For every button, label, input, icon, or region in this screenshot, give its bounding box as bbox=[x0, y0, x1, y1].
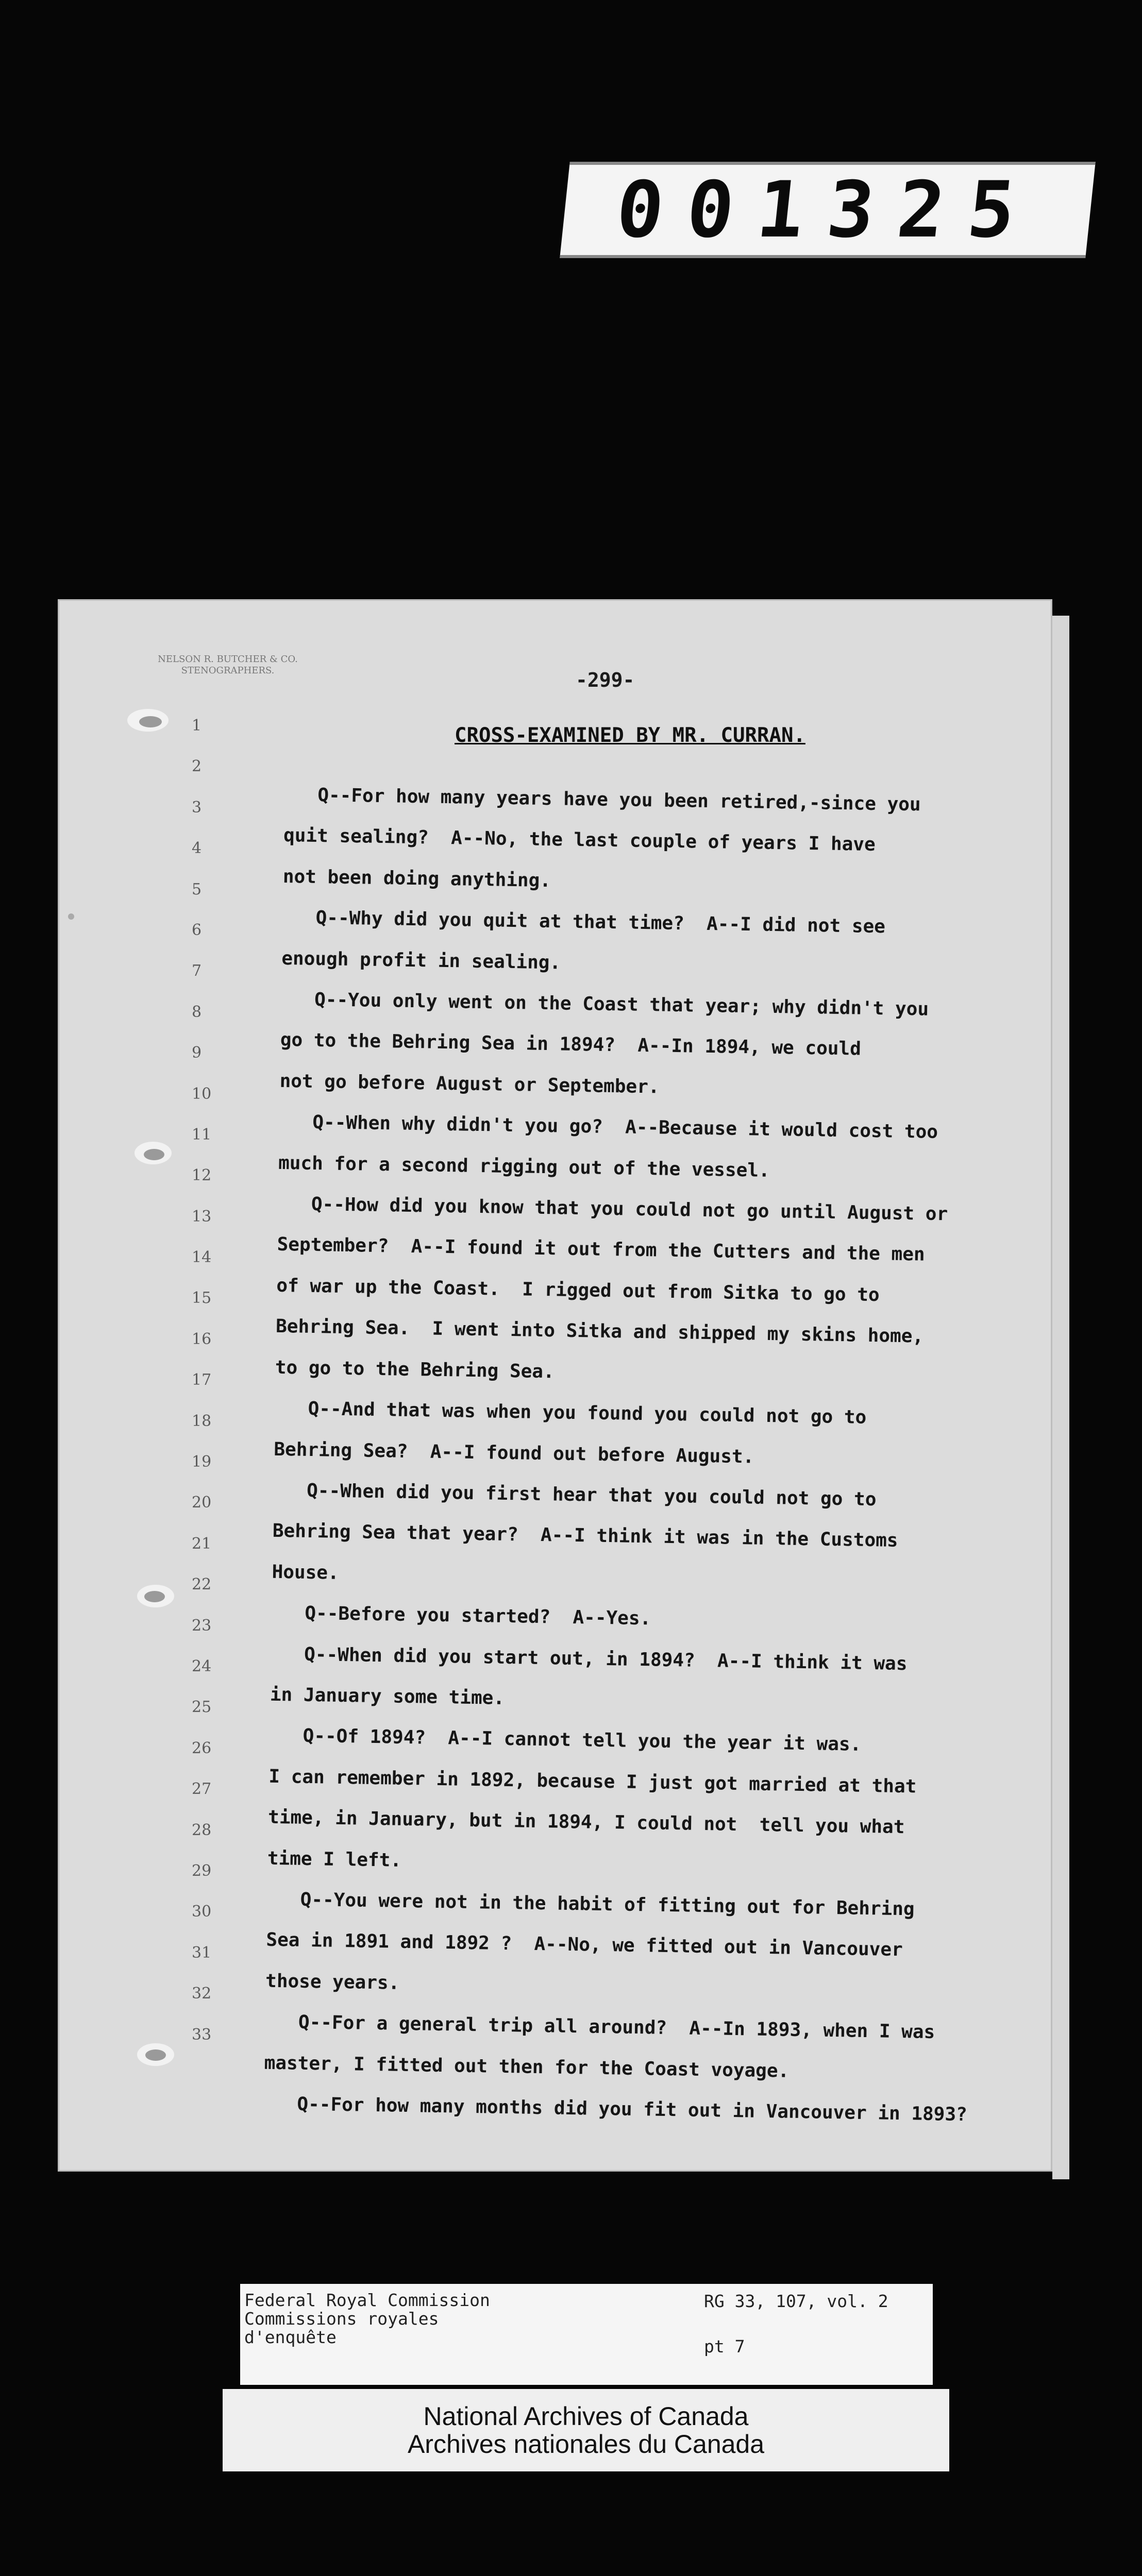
transcript-line: Sea in 1891 and 1892 ? A--No, we fitted out in Vancouver bbox=[266, 1929, 903, 1961]
line-number: 3 bbox=[192, 798, 202, 817]
transcript-line: Behring Sea. I went into Sitka and shipped my skins home, bbox=[275, 1316, 924, 1347]
line-number: 25 bbox=[192, 1698, 212, 1717]
line-number: 5 bbox=[192, 880, 202, 899]
transcript-line: Q--When did you first hear that you could not go to bbox=[273, 1479, 877, 1511]
line-number: 7 bbox=[192, 962, 202, 980]
letterhead-firm: NELSON R. BUTCHER & CO. bbox=[158, 654, 298, 665]
transcript-line: in January some time. bbox=[270, 1684, 505, 1709]
label-line: Commissions royales bbox=[244, 2309, 439, 2329]
line-number: 2 bbox=[192, 757, 202, 776]
transcript-body bbox=[263, 774, 1088, 2137]
archive-label bbox=[240, 2284, 933, 2385]
line-number: 20 bbox=[192, 1494, 212, 1512]
transcript-line: Q--When why didn't you go? A--Because it would cost too bbox=[279, 1111, 938, 1143]
punch-hole-icon bbox=[122, 702, 174, 738]
transcript-line: House. bbox=[272, 1561, 340, 1584]
punch-hole-icon bbox=[130, 1578, 181, 1614]
line-number: 11 bbox=[192, 1125, 212, 1144]
line-number-column bbox=[192, 705, 211, 2055]
line-number: 30 bbox=[192, 1903, 212, 1921]
line-number: 10 bbox=[192, 1084, 212, 1103]
transcript-line: Q--You only went on the Coast that year; why didn't you bbox=[280, 988, 929, 1020]
line-number: 19 bbox=[192, 1453, 212, 1471]
line-number: 29 bbox=[192, 1861, 212, 1880]
letterhead-role: STENOGRAPHERS. bbox=[181, 665, 275, 676]
transcript-line: of war up the Coast. I rigged out from Sitka to go to bbox=[276, 1275, 880, 1306]
line-number: 17 bbox=[192, 1371, 212, 1389]
transcript-line: Behring Sea that year? A--I think it was in the Customs bbox=[272, 1520, 898, 1552]
punch-hole-icon bbox=[130, 2037, 181, 2073]
line-number: 4 bbox=[192, 839, 202, 858]
line-number: 9 bbox=[192, 1044, 202, 1062]
transcript-line: master, I fitted out then for the Coast voyage. bbox=[264, 2052, 790, 2082]
transcript-line: Q--For how many years have you been retired,-since you bbox=[284, 784, 921, 816]
transcript-line: Q--When did you start out, in 1894? A--I think it was bbox=[270, 1643, 908, 1674]
transcript-line: I can remember in 1892, because I just got married at that bbox=[268, 1766, 917, 1798]
transcript-line: time, in January, but in 1894, I could not tell you what bbox=[267, 1806, 905, 1838]
frame-number-plate: 001325 bbox=[560, 162, 1096, 258]
line-number: 13 bbox=[192, 1207, 212, 1226]
line-number: 33 bbox=[192, 2025, 212, 2044]
label-line: d'enquête bbox=[244, 2327, 337, 2347]
transcript-line: go to the Behring Sea in 1894? A--In 1894, we could bbox=[280, 1029, 862, 1060]
line-number: 24 bbox=[192, 1657, 212, 1675]
line-number: 26 bbox=[192, 1739, 212, 1757]
transcript-line: not been doing anything. bbox=[282, 866, 551, 891]
line-number: 21 bbox=[192, 1534, 212, 1553]
line-number: 28 bbox=[192, 1821, 212, 1839]
line-number: 1 bbox=[192, 717, 202, 735]
transcript-line: not go before August or September. bbox=[279, 1070, 660, 1098]
transcript-line: Q--And that was when you found you could not go to bbox=[274, 1397, 867, 1428]
archives-banner bbox=[223, 2389, 949, 2471]
transcript-line: Q--You were not in the habit of fitting out for Behring bbox=[266, 1888, 915, 1920]
line-number: 12 bbox=[192, 1166, 212, 1185]
label-line: Federal Royal Commission bbox=[244, 2290, 490, 2310]
page-number: -299- bbox=[576, 669, 635, 691]
transcript-line: Q--Why did you quit at that time? A--I did not see bbox=[282, 907, 886, 938]
line-number: 8 bbox=[192, 1003, 202, 1021]
section-heading: CROSS-EXAMINED BY MR. CURRAN. bbox=[455, 724, 805, 747]
transcript-line: those years. bbox=[265, 1970, 400, 1994]
label-commission bbox=[244, 2291, 490, 2347]
line-number: 23 bbox=[192, 1616, 212, 1635]
letterhead bbox=[140, 654, 315, 676]
transcript-line: quit sealing? A--No, the last couple of years I have bbox=[283, 825, 876, 856]
transcript-line: September? A--I found it out from the Cutters and the men bbox=[277, 1234, 925, 1266]
line-number: 22 bbox=[192, 1575, 212, 1594]
transcript-line: Behring Sea? A--I found out before August. bbox=[274, 1438, 754, 1467]
speck bbox=[68, 913, 74, 920]
line-number: 14 bbox=[192, 1248, 212, 1267]
line-number: 32 bbox=[192, 1985, 212, 2003]
line-number: 15 bbox=[192, 1289, 212, 1308]
transcript-line: Q--For a general trip all around? A--In 1893, when I was bbox=[264, 2011, 935, 2043]
line-number: 6 bbox=[192, 921, 202, 939]
transcript-line: Q--For how many months did you fit out in Vancouver in 1893? bbox=[263, 2093, 968, 2126]
transcript-line: Q--How did you know that you could not go until August or bbox=[277, 1193, 948, 1225]
label-reference: RG 33, 107, vol. 2 bbox=[704, 2291, 888, 2311]
line-number: 18 bbox=[192, 1412, 212, 1430]
transcript-line: enough profit in sealing. bbox=[281, 947, 561, 974]
transcript-page bbox=[58, 599, 1052, 2172]
transcript-line: time I left. bbox=[267, 1848, 402, 1871]
archives-french: Archives nationales du Canada bbox=[407, 2430, 765, 2459]
label-part: pt 7 bbox=[704, 2336, 745, 2357]
transcript-line: Q--Of 1894? A--I cannot tell you the year it was. bbox=[269, 1725, 862, 1756]
archives-english: National Archives of Canada bbox=[423, 2402, 749, 2431]
transcript-line: much for a second rigging out of the vessel. bbox=[278, 1152, 770, 1181]
line-number: 31 bbox=[192, 1943, 212, 1962]
line-number: 16 bbox=[192, 1330, 212, 1348]
punch-hole-icon bbox=[127, 1135, 179, 1171]
transcript-line: to go to the Behring Sea. bbox=[275, 1357, 555, 1383]
line-number: 27 bbox=[192, 1780, 212, 1799]
transcript-line: Q--Before you started? A--Yes. bbox=[271, 1602, 651, 1630]
